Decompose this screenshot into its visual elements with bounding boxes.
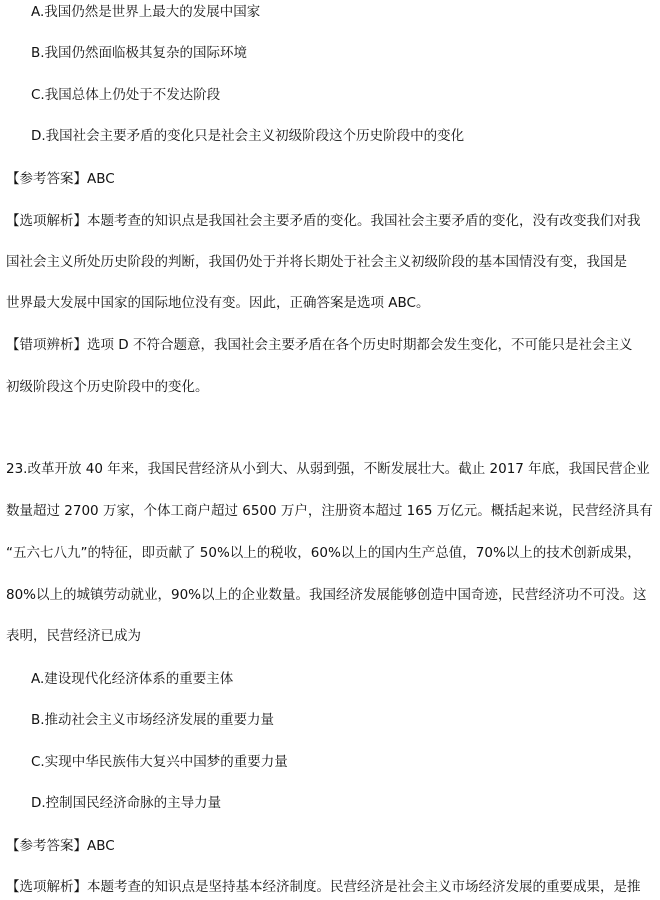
q23-answer: 【参考答案】ABC (6, 838, 115, 854)
q23-option-c: C.实现中华民族伟大复兴中国梦的重要力量 (31, 754, 288, 770)
q23-option-d: D.控制国民经济命脉的主导力量 (31, 795, 222, 811)
q22-error-analysis-line-1: 【错项辨析】选项 D 不符合题意，我国社会主要矛盾在各个历史时期都会发生变化，不可能只是社会主义 (6, 337, 633, 353)
q22-option-b: B.我国仍然面临极其复杂的国际环境 (31, 45, 248, 61)
q23-stem-line-1: 23.改革开放 40 年来，我国民营经济从小到大、从弱到强，不断发展壮大。截止 2017 年底，我国民营企业 (6, 461, 650, 477)
q22-answer: 【参考答案】ABC (6, 171, 115, 187)
q23-stem-line-3: “五六七八九”的特征，即贡献了 50%以上的税收，60%以上的国内生产总值，70%以上的技术创新成果， (6, 545, 641, 561)
q22-analysis-line-3: 世界最大发展中国家的国际地位没有变。因此，正确答案是选项 ABC。 (6, 295, 430, 311)
q23-analysis-line-1: 【选项解析】本题考查的知识点是坚持基本经济制度。民营经济是社会主义市场经济发展的重要成果，是推 (6, 879, 641, 895)
q22-analysis-line-2: 国社会主义所处历史阶段的判断，我国仍处于并将长期处于社会主义初级阶段的基本国情没有变，我国是 (6, 254, 627, 270)
q23-stem-line-5: 表明，民营经济已成为 (6, 628, 141, 644)
q22-error-analysis-line-2: 初级阶段这个历史阶段中的变化。 (6, 379, 209, 395)
q22-option-d: D.我国社会主要矛盾的变化只是社会主义初级阶段这个历史阶段中的变化 (31, 128, 465, 144)
q22-option-a: A.我国仍然是世界上最大的发展中国家 (31, 4, 261, 20)
q22-option-c: C.我国总体上仍处于不发达阶段 (31, 87, 221, 103)
q23-stem-line-2: 数量超过 2700 万家，个体工商户超过 6500 万户，注册资本超过 165 万亿元。概括起来说，民营经济具有 (6, 503, 653, 519)
q23-stem-line-4: 80%以上的城镇劳动就业，90%以上的企业数量。我国经济发展能够创造中国奇迹，民营经济功不可没。这 (6, 587, 647, 603)
q23-option-a: A.建设现代化经济体系的重要主体 (31, 671, 234, 687)
q22-analysis-line-1: 【选项解析】本题考查的知识点是我国社会主要矛盾的变化。我国社会主要矛盾的变化，没有改变我们对我 (6, 213, 641, 229)
q23-option-b: B.推动社会主义市场经济发展的重要力量 (31, 712, 275, 728)
